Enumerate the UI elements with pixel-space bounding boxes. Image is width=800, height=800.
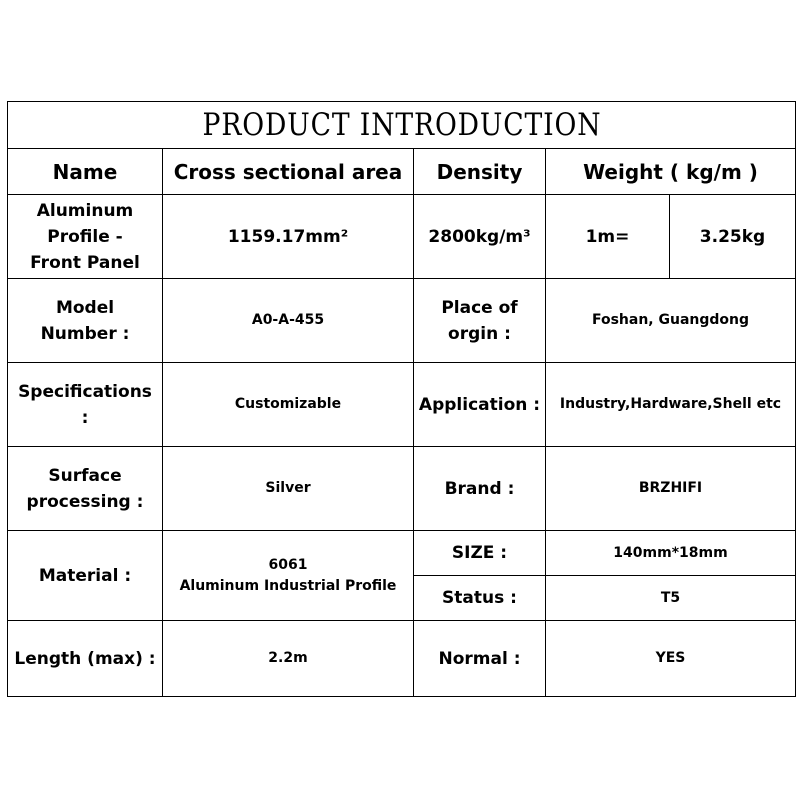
surface-row (8, 447, 796, 531)
application-value: Industry,Hardware,Shell etc (546, 363, 796, 447)
brand-value: BRZHIFI (546, 447, 796, 531)
model-number-label: Model Number : (8, 279, 163, 363)
length-max-value: 2.2m (163, 621, 414, 697)
product-name-value: Aluminum Profile - Front Panel (8, 195, 163, 279)
model-row (8, 279, 796, 363)
length-row (8, 621, 796, 697)
status-label: Status : (414, 576, 546, 621)
application-label: Application : (414, 363, 546, 447)
brand-label: Brand : (414, 447, 546, 531)
header-row (8, 149, 796, 195)
size-value: 140mm*18mm (546, 531, 796, 576)
table-title: PRODUCT INTRODUCTION (63, 102, 741, 149)
title-row (8, 102, 796, 149)
material-value: 6061 Aluminum Industrial Profile (163, 531, 414, 621)
material-label: Material : (8, 531, 163, 621)
cross-sectional-area-value: 1159.17mm² (163, 195, 414, 279)
specifications-label: Specifications : (8, 363, 163, 447)
header-weight: Weight ( kg/m ) (546, 149, 796, 195)
header-name: Name (8, 149, 163, 195)
density-value: 2800kg/m³ (414, 195, 546, 279)
specifications-value: Customizable (163, 363, 414, 447)
model-number-value: A0-A-455 (163, 279, 414, 363)
surface-processing-value: Silver (163, 447, 414, 531)
weight-value: 3.25kg (670, 195, 796, 279)
place-of-origin-label: Place of orgin : (414, 279, 546, 363)
surface-processing-label: Surface processing : (8, 447, 163, 531)
status-value: T5 (546, 576, 796, 621)
header-density: Density (414, 149, 546, 195)
material-row (8, 531, 796, 576)
size-label: SIZE : (414, 531, 546, 576)
product-spec-table (7, 101, 796, 697)
header-cross-sectional-area: Cross sectional area (163, 149, 414, 195)
place-of-origin-value: Foshan, Guangdong (546, 279, 796, 363)
normal-label: Normal : (414, 621, 546, 697)
product-row (8, 195, 796, 279)
weight-length-prefix: 1m= (546, 195, 670, 279)
specifications-row (8, 363, 796, 447)
length-max-label: Length (max) : (8, 621, 163, 697)
normal-value: YES (546, 621, 796, 697)
